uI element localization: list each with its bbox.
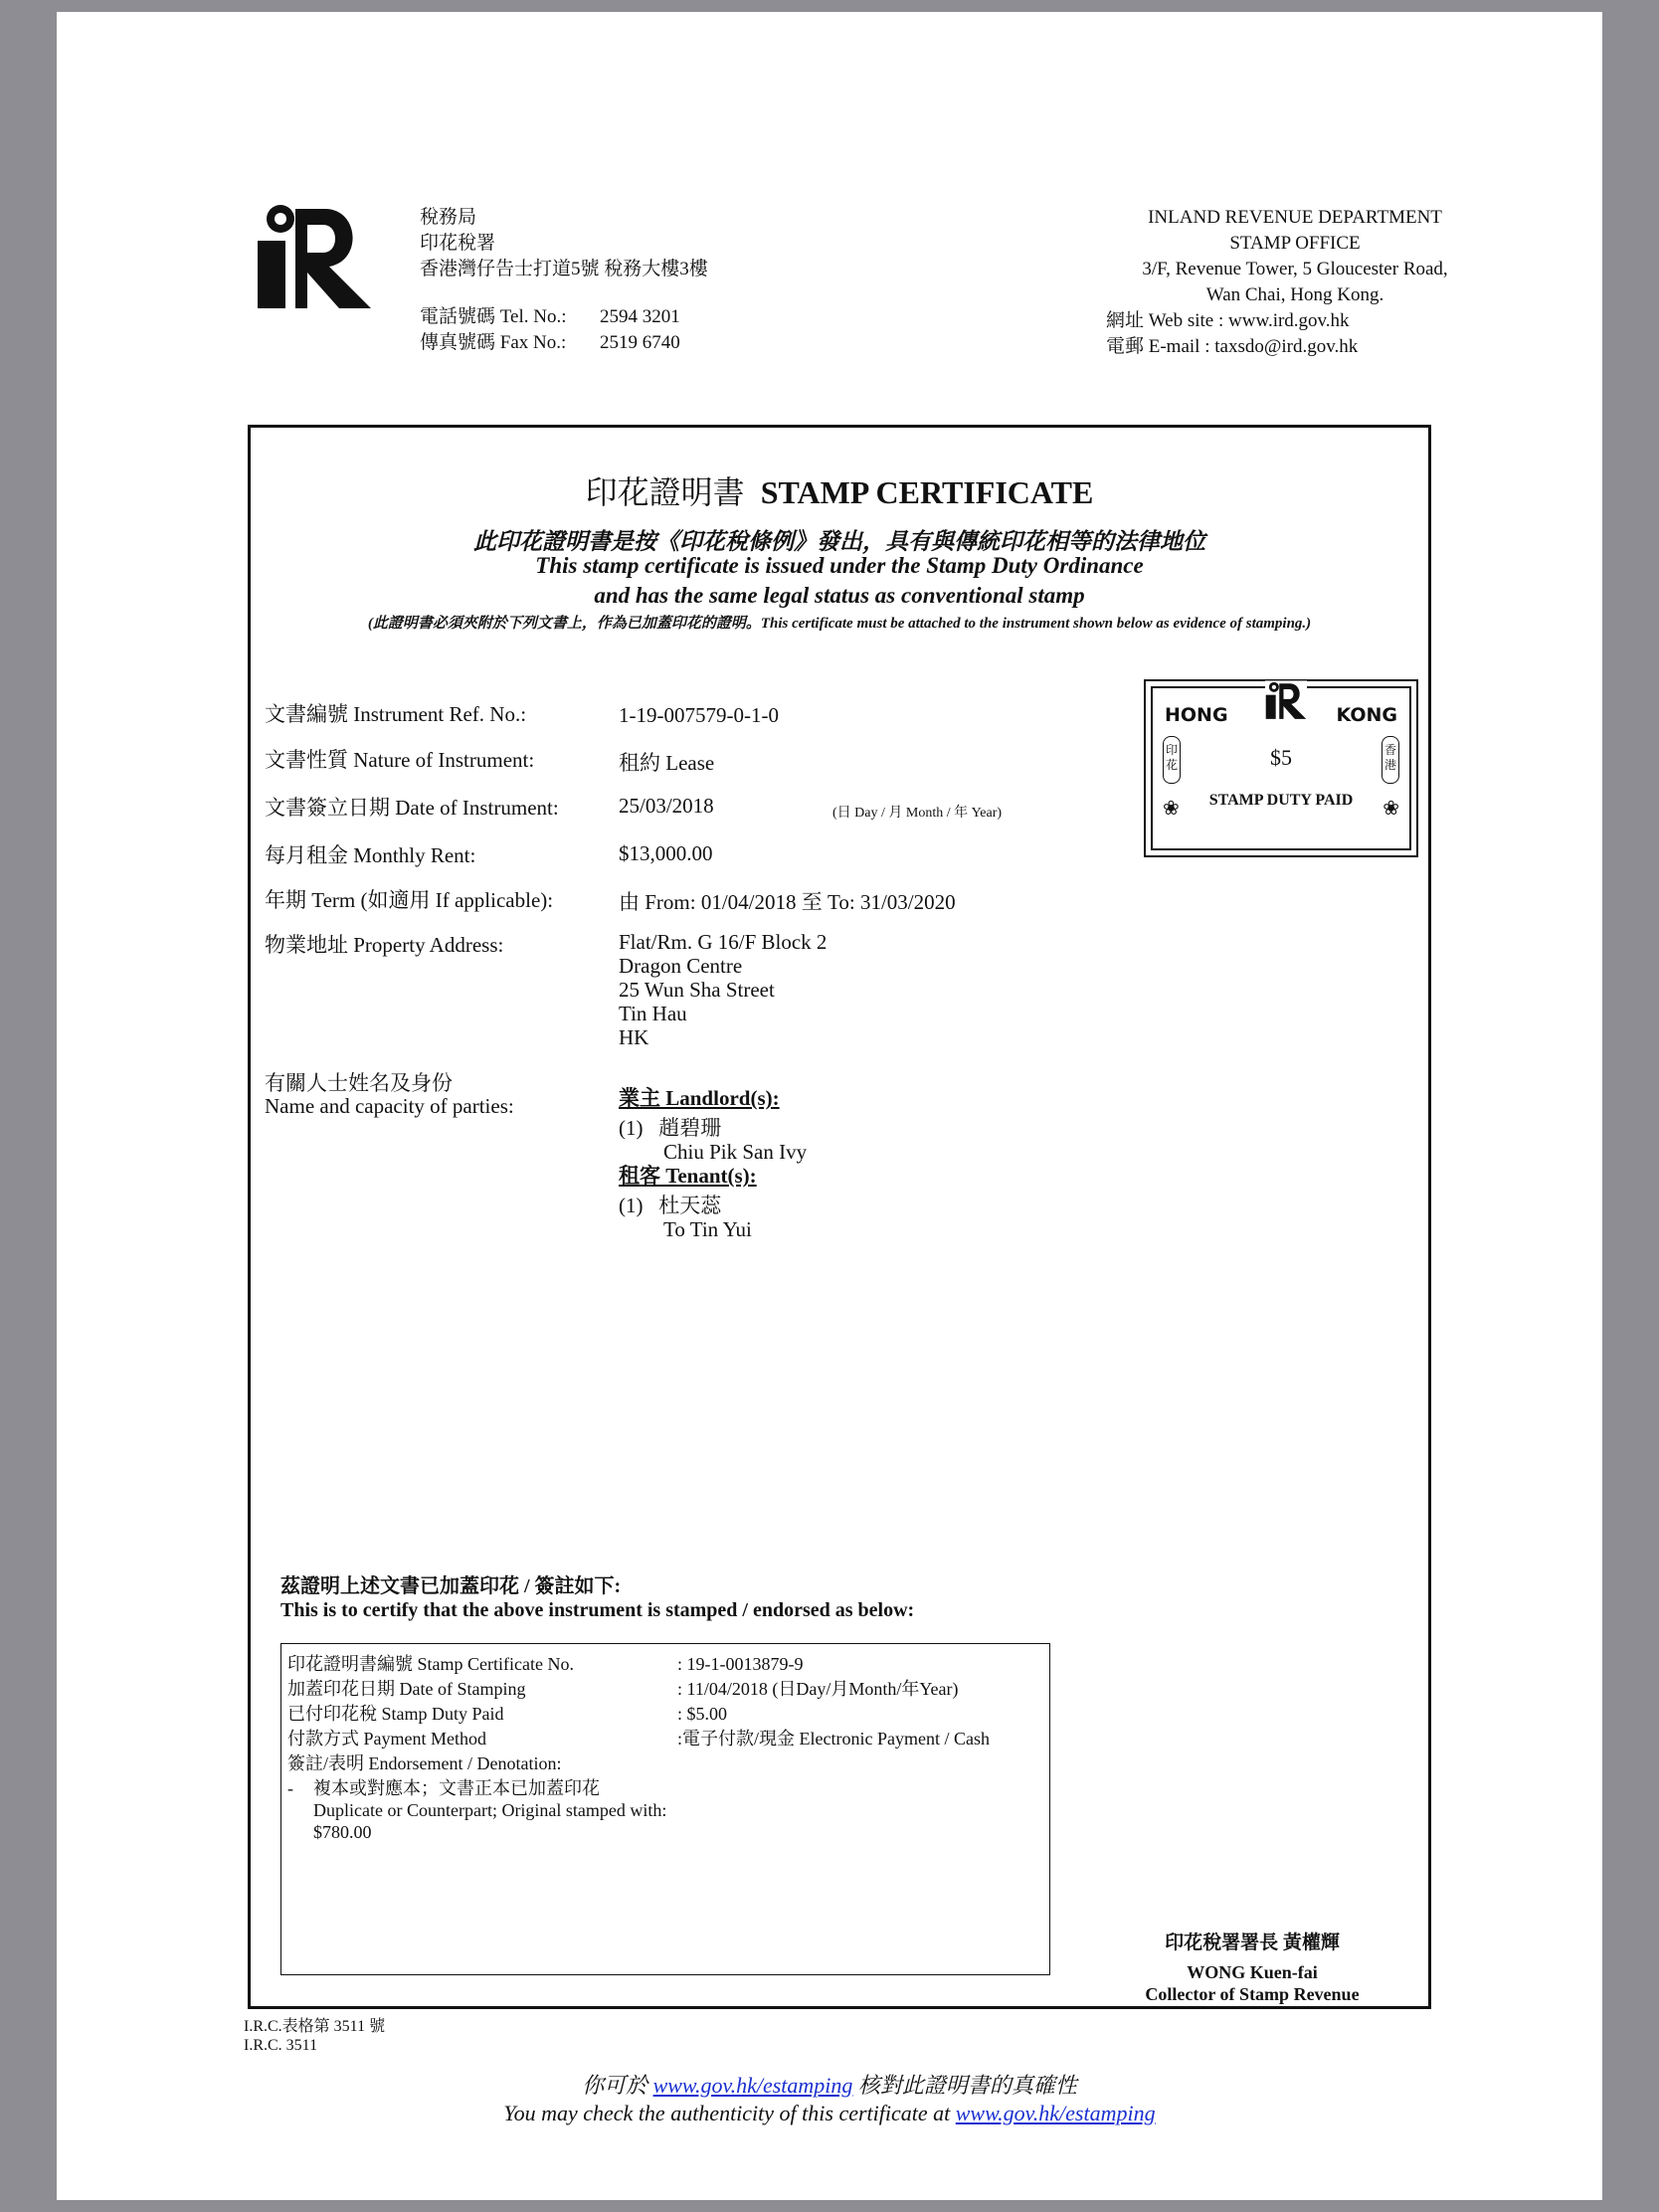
form-number-zh: I.R.C.表格第 3511 號 — [244, 2018, 386, 2035]
parties-value — [619, 1086, 807, 1241]
instrument-ref-label: 文書編號 Instrument Ref. No.: — [265, 702, 527, 726]
verify-prefix-en: You may check the authenticity of this certificate at — [503, 2101, 951, 2125]
endorsement-line-en: Duplicate or Counterpart; Original stamped with: — [313, 1800, 667, 1820]
certificate-title — [251, 467, 1428, 513]
collector-title-zh: 印花稅署署長 黃權輝 — [1165, 1933, 1340, 1953]
document-page — [57, 12, 1602, 2200]
office-name-en: STAMP OFFICE — [1229, 233, 1361, 254]
certify-statement-en: This is to certify that the above instrument is stamped / endorsed as below: — [280, 1599, 915, 1621]
collector-title-en: Collector of Stamp Revenue — [1145, 1984, 1360, 2004]
address-line: Tin Hau — [619, 1002, 687, 1025]
certificate-frame — [248, 425, 1431, 2009]
legal-status-en-2: and has the same legal status as conventional stamp — [594, 583, 1085, 608]
landlord-index: (1) — [619, 1116, 644, 1140]
landlord-name-en: Chiu Pik San Ivy — [663, 1140, 808, 1164]
endorsement-amount: $780.00 — [313, 1822, 372, 1842]
term-label: 年期 Term (如適用 If applicable): — [265, 888, 554, 912]
address-line1-en: 3/F, Revenue Tower, 5 Gloucester Road, — [1142, 259, 1448, 279]
term-value: 由 From: 01/04/2018 至 To: 31/03/2020 — [619, 890, 956, 914]
collector-name-en: WONG Kuen-fai — [1187, 1962, 1318, 1982]
date-format-note: (日 Day / 月 Month / 年 Year) — [832, 806, 1003, 821]
certificate-title-zh: 印花證明書 — [585, 474, 745, 510]
tenant-heading: 租客 Tenant(s): — [619, 1164, 757, 1188]
stamp-vertical-left: 印花 — [1163, 736, 1181, 784]
stamp-duty-seal — [1144, 679, 1418, 857]
stamping-date-value: : 11/04/2018 (日Day/月Month/年Year) — [677, 1679, 959, 1699]
payment-method-label: 付款方式 Payment Method — [287, 1729, 486, 1749]
instrument-date-label: 文書簽立日期 Date of Instrument: — [265, 796, 559, 820]
tel-value: 2594 3201 — [600, 306, 680, 327]
stamp-amount: $5 — [1270, 745, 1292, 770]
estamping-link-en[interactable]: www.gov.hk/estamping — [955, 2101, 1156, 2125]
tenant-name-zh: 杜天蕊 — [658, 1194, 722, 1217]
certify-statement-zh: 茲證明上述文書已加蓋印花 / 簽註如下: — [280, 1575, 622, 1597]
tel-label: 電話號碼 Tel. No.: — [420, 306, 567, 327]
address-line: HK — [619, 1025, 649, 1049]
instrument-date-value: 25/03/2018 — [619, 794, 714, 818]
legal-status-en-1: This stamp certificate is issued under the Stamp Duty Ordinance — [535, 553, 1144, 578]
header-right — [1061, 205, 1529, 360]
dept-name-en: INLAND REVENUE DEPARTMENT — [1148, 207, 1442, 228]
fax-value: 2519 6740 — [600, 332, 680, 353]
address-line: Flat/Rm. G 16/F Block 2 — [619, 930, 828, 954]
landlord-name-zh: 趙碧珊 — [658, 1116, 722, 1140]
stamp-inner-border — [1151, 686, 1411, 850]
nature-value: 租約 Lease — [619, 751, 715, 775]
attachment-note: (此證明書必須夾附於下列文書上，作為已加蓋印花的證明。This certificate must be attached to the instrument shown below as evidence of stamping.) — [367, 616, 1312, 632]
cert-no-value: : 19-1-0013879-9 — [677, 1654, 804, 1674]
parties-label — [265, 1072, 514, 1118]
tenant-index: (1) — [619, 1194, 644, 1217]
verify-line-en — [57, 2101, 1602, 2126]
endorsement-bullet: - — [287, 1778, 293, 1798]
email-line: 電郵 E-mail : taxsdo@ird.gov.hk — [1106, 336, 1359, 357]
monthly-rent-value: $13,000.00 — [619, 841, 713, 865]
cert-no-label: 印花證明書編號 Stamp Certificate No. — [287, 1654, 574, 1674]
dept-name-zh: 稅務局 — [420, 207, 477, 228]
endorsement-line-zh: 複本或對應本；文書正本已加蓋印花 — [313, 1778, 600, 1798]
address-zh: 香港灣仔告士打道5號 稅務大樓3樓 — [420, 259, 708, 279]
stamp-ornament-right: ❀ — [1382, 798, 1399, 820]
verify-prefix-zh: 你可於 — [582, 2073, 648, 2098]
stamping-date-label: 加蓋印花日期 Date of Stamping — [287, 1679, 526, 1699]
tenant-name-en: To Tin Yui — [663, 1217, 752, 1241]
ird-logo — [256, 201, 373, 310]
endorsement-label: 簽註/表明 Endorsement / Denotation: — [287, 1753, 562, 1773]
landlord-entry — [619, 1116, 807, 1140]
form-number-en: I.R.C. 3511 — [244, 2037, 318, 2054]
parties-label-zh: 有關人士姓名及身份 — [265, 1071, 453, 1095]
landlord-heading: 業主 Landlord(s): — [619, 1086, 780, 1110]
parties-label-en: Name and capacity of parties: — [265, 1094, 514, 1118]
office-name-zh: 印花稅署 — [420, 233, 496, 254]
tel-row — [420, 304, 708, 330]
stamp-vertical-right: 香港 — [1382, 736, 1399, 784]
duty-paid-value: : $5.00 — [677, 1704, 728, 1724]
header-left — [420, 205, 708, 356]
fax-label: 傳真號碼 Fax No.: — [420, 332, 567, 353]
address-line: Dragon Centre — [619, 954, 743, 978]
tenant-entry — [619, 1194, 807, 1217]
verify-line-zh — [57, 2069, 1602, 2100]
stamp-paid-label: STAMP DUTY PAID — [1208, 792, 1354, 809]
endorsement-box — [280, 1643, 1050, 1975]
property-address-label: 物業地址 Property Address: — [265, 933, 504, 957]
duty-paid-label: 已付印花稅 Stamp Duty Paid — [287, 1704, 504, 1724]
stamp-ornament-left: ❀ — [1163, 798, 1180, 820]
stamp-kong: KONG — [1336, 704, 1397, 726]
website-line: 網址 Web site : www.ird.gov.hk — [1106, 310, 1350, 331]
estamping-link-zh[interactable]: www.gov.hk/estamping — [652, 2073, 853, 2098]
certificate-title-en: STAMP CERTIFICATE — [760, 474, 1094, 510]
verify-suffix-zh: 核對此證明書的真確性 — [857, 2073, 1077, 2098]
fax-row — [420, 330, 708, 356]
address-line: 25 Wun Sha Street — [619, 978, 775, 1002]
stamp-hong: HONG — [1165, 704, 1228, 726]
property-address-value — [619, 930, 827, 1049]
stamp-ird-logo — [1265, 680, 1307, 720]
legal-status-zh: 此印花證明書是按《印花稅條例》發出，具有與傳統印花相等的法律地位 — [473, 529, 1205, 554]
nature-label: 文書性質 Nature of Instrument: — [265, 748, 535, 772]
payment-method-value: :電子付款/現金 Electronic Payment / Cash — [677, 1729, 990, 1749]
instrument-ref-value: 1-19-007579-0-1-0 — [619, 703, 779, 727]
monthly-rent-label: 每月租金 Monthly Rent: — [265, 843, 476, 867]
address-line2-en: Wan Chai, Hong Kong. — [1205, 284, 1384, 305]
